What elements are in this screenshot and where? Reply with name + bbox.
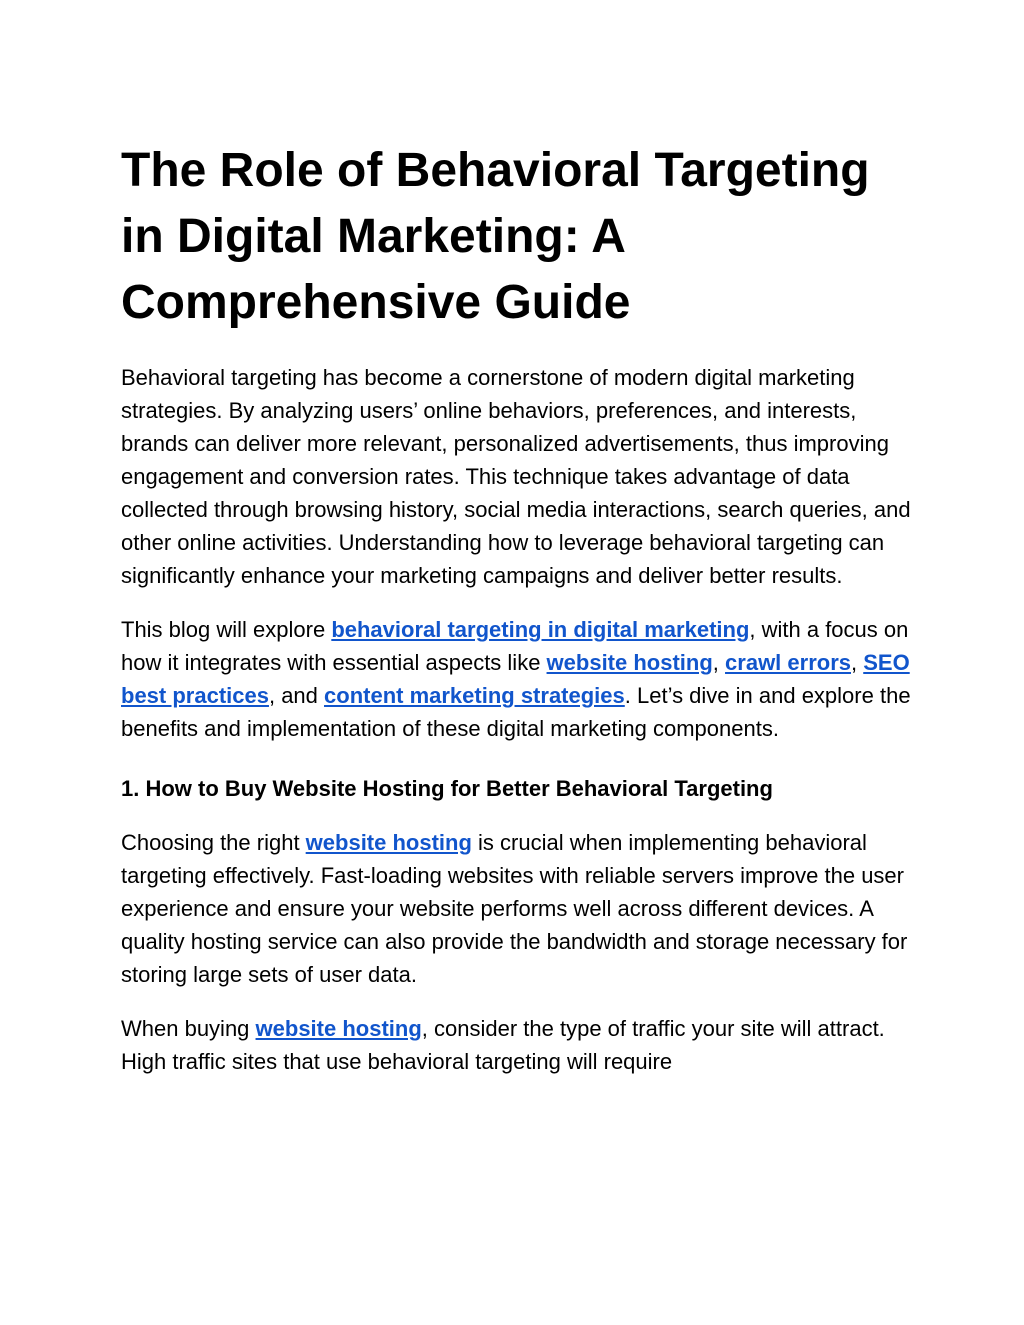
- text-span: This blog will explore: [121, 617, 332, 642]
- section-heading: 1. How to Buy Website Hosting for Better Behavioral Targeting: [121, 776, 773, 801]
- document-page: [121, 138, 911, 1078]
- text-span: , consider the type of traffic your site will attract. High traffic sites that use behavioral targeting will require: [121, 1016, 885, 1074]
- text-span: Choosing the right: [121, 830, 306, 855]
- link-website-hosting[interactable]: website hosting: [255, 1016, 422, 1041]
- text-span: ,: [712, 650, 726, 675]
- blog-overview-paragraph: [121, 613, 911, 745]
- link-crawl-errors[interactable]: crawl errors: [725, 650, 851, 675]
- link-seo-best-practices[interactable]: SEO best practices: [121, 650, 910, 708]
- text-span: When buying: [121, 1016, 256, 1041]
- intro-paragraph: Behavioral targeting has become a cornerstone of modern digital marketing strategies. By analyzing users’ online behaviors, preferences, and interests, brands can deliver more relevant, personalized advertisements, thus improving engagement and conversion rates. This technique takes advantage of data collected through browsing history, social media interactions, search queries, and other online activities. Understanding how to leverage behavioral targeting can significantly enhance your marketing campaigns and deliver better results.: [121, 365, 911, 588]
- link-behavioral-targeting[interactable]: behavioral targeting in digital marketing: [331, 617, 750, 642]
- text-span: . Let’s dive in and explore the benefits and implementation of these digital marketing components.: [121, 683, 911, 741]
- text-span: , and: [268, 683, 325, 708]
- text-span: is crucial when implementing behavioral targeting effectively. Fast-loading websites with reliable servers improve the user experience and ensure your website performs well across different devices. A quality hosting service can also provide the bandwidth and storage necessary for storing large sets of user data.: [121, 830, 908, 987]
- buying-hosting-paragraph: [121, 1012, 911, 1078]
- text-span: , with a focus on how it integrates with essential aspects like: [121, 617, 909, 675]
- link-website-hosting[interactable]: website hosting: [305, 830, 472, 855]
- page-title: The Role of Behavioral Targeting in Digital Marketing: A Comprehensive Guide: [121, 144, 870, 329]
- link-website-hosting[interactable]: website hosting: [546, 650, 713, 675]
- hosting-paragraph: [121, 826, 911, 991]
- link-content-marketing-strategies[interactable]: content marketing strategies: [324, 683, 625, 708]
- text-span: ,: [851, 650, 864, 675]
